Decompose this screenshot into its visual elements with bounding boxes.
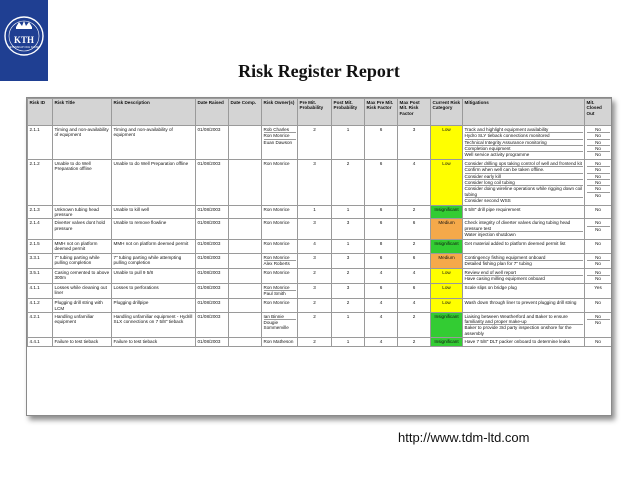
date-raised-cell: 01/08/2003 [196,253,229,268]
pre-mit-probability-cell: 3 [298,284,332,299]
risk-id-cell: 3.3.1 [28,253,53,268]
risk-owner: Ron Monrice [263,220,290,226]
table-row [28,312,612,337]
max-pre-risk-factor-cell: 4 [365,299,398,313]
risk-id-cell: 2.1.1 [28,126,53,160]
table-header-row [28,99,612,126]
risk-id-cell: 2.1.2 [28,160,53,206]
date-raised-cell: 01/08/2003 [196,268,229,283]
mitigation-item: Scale slips on bridge plug [464,285,517,291]
date-comp-cell [229,219,262,240]
mitigation-item: Review end of well report [465,270,583,276]
risk-owner: Rob Charles [264,127,296,133]
risk-owner: Ron Monrice [264,255,296,261]
closed-out-value: No [595,240,601,246]
max-post-risk-factor-cell: 6 [398,253,431,268]
risk-description-cell: Handling unfamiliar equipment - Hydrill SLX connections on 7 5/8" tieback [112,312,196,337]
post-mit-probability-cell: 1 [332,239,365,253]
max-pre-risk-factor-cell: 4 [365,312,398,337]
max-pre-risk-factor-cell: 4 [365,338,398,347]
pre-mit-probability-cell: 4 [298,239,332,253]
closed-out-value: No [595,260,601,266]
risk-owner: Euan Dawson [263,139,293,145]
table-row [28,253,612,268]
date-comp-cell [229,338,262,347]
table-row [28,126,612,160]
risk-id-cell: 2.1.4 [28,219,53,240]
pre-mit-probability-cell: 1 [298,205,332,219]
risk-title-cell: Losses while cleaning out liner [53,284,112,299]
risk-description-cell: Unable to kill well [112,205,196,219]
mitigation-item: Detailed fishing plan for 7" tubing [464,260,532,266]
mitigation-item: 6 5/8" drill pipe requirement [464,206,521,212]
risk-title-cell: Handling unfamiliar equipment [53,312,112,337]
closed-out-value: No [595,320,601,326]
pre-mit-probability-cell: 3 [298,219,332,240]
closed-out-value: No [595,152,601,158]
closed-out-value: No [587,133,610,139]
table-row [28,299,612,313]
max-pre-risk-factor-cell: 6 [365,219,398,240]
max-pre-risk-factor-cell: 8 [365,239,398,253]
max-pre-risk-factor-cell: 6 [365,126,398,160]
closed-out-value: No [587,140,610,146]
header-cell: Post Mit. Probability [332,99,365,126]
risk-owners-cell [262,299,298,313]
date-comp-cell [229,239,262,253]
post-mit-probability-cell: 3 [332,219,365,240]
risk-owner: Ron Monrice [264,133,296,139]
mit-closed-out-cell [585,312,612,337]
risk-id-cell: 4.1.1 [28,284,53,299]
max-post-risk-factor-cell: 4 [398,160,431,206]
risk-title-cell: Failure to test tieback [53,338,112,347]
risk-title-cell: Timing and non-availability of equipment [53,126,112,160]
risk-category-cell: Low [431,160,463,206]
mitigation-item: Wash down through liner to prevent plugging drill string [464,300,577,306]
max-post-risk-factor-cell: 2 [398,312,431,337]
closed-out-value: No [595,300,601,306]
date-comp-cell [229,160,262,206]
mit-closed-out-cell [585,205,612,219]
mitigations-cell [463,299,585,313]
mit-closed-out-cell [585,284,612,299]
max-post-risk-factor-cell: 4 [398,268,431,283]
table-row [28,239,612,253]
risk-title-cell: 7" tubing parting while pulling completion [53,253,112,268]
closed-out-value: No [595,226,601,232]
header-cell: Current Risk Category [431,99,463,126]
header-cell: Pre Mit. Probability [298,99,332,126]
date-comp-cell [229,284,262,299]
mit-closed-out-cell [585,126,612,160]
mitigation-item: Consider doing wireline operations while rigging down coil tubing [464,186,583,197]
mit-closed-out-cell [585,299,612,313]
max-post-risk-factor-cell: 2 [398,338,431,347]
risk-title-cell: MMH not on platform deemed permit [53,239,112,253]
mitigation-item: Confirm when well can be taken offline. [465,167,583,173]
date-comp-cell [229,299,262,313]
max-pre-risk-factor-cell: 6 [365,253,398,268]
risk-id-cell: 4.4.1 [28,338,53,347]
mitigation-item: Track and highlight equipment availability [465,127,583,133]
post-mit-probability-cell: 1 [332,338,365,347]
risk-description-cell: MMH not on platform deemed permit [112,239,196,253]
page-title: Risk Register Report [238,61,400,81]
header-cell: Risk Owner(s) [262,99,298,126]
mit-closed-out-cell [585,160,612,206]
pre-mit-probability-cell: 2 [298,268,332,283]
closed-out-value: No [587,161,610,167]
mitigation-item: Consider early kill [465,174,583,180]
mitigations-cell [463,268,585,283]
mitigation-item: Check integrity of diverter valves during tubing head pressure test [465,220,583,232]
risk-owner: Ron Monrice [264,285,296,291]
risk-description-cell: Unable to remove flowline [112,219,196,240]
date-raised-cell: 01/08/2003 [196,219,229,240]
mitigation-item: Have 7 5/8" DLT packer onboard to determine leaks [464,339,570,345]
risk-category-cell: Low [431,284,463,299]
risk-description-cell: Losses to perforations [112,284,196,299]
closed-out-value: No [587,270,610,276]
closed-out-value: Yes [594,285,602,291]
risk-category-cell: Insignificant [431,338,463,347]
post-mit-probability-cell: 3 [332,253,365,268]
risk-owner: Ron Monrice [263,300,290,306]
closed-out-value: No [587,220,610,226]
source-url: http://www.tdm-ltd.com [398,430,530,445]
mitigations-cell [463,338,585,347]
closed-out-value: No [587,167,610,173]
post-mit-probability-cell: 1 [332,205,365,219]
table-row [28,219,612,240]
pre-mit-probability-cell: 3 [298,160,332,206]
date-raised-cell: 01/08/2003 [196,126,229,160]
table-body [28,126,612,347]
closed-out-value: No [587,174,610,180]
logo-subtext: VETENSKAP OCH KONST [8,46,40,49]
post-mit-probability-cell: 1 [332,126,365,160]
closed-out-value: No [587,127,610,133]
mitigations-cell [463,219,585,240]
risk-register-sheet [26,97,612,416]
risk-register-table [27,98,612,347]
max-post-risk-factor-cell: 6 [398,284,431,299]
risk-id-cell: 4.1.2 [28,299,53,313]
mit-closed-out-cell [585,268,612,283]
max-pre-risk-factor-cell: 4 [365,268,398,283]
mitigations-cell [463,284,585,299]
max-post-risk-factor-cell: 2 [398,205,431,219]
date-raised-cell: 01/08/2003 [196,312,229,337]
closed-out-value: No [587,186,610,192]
closed-out-value: No [587,314,610,320]
closed-out-value: No [595,206,601,212]
risk-owner: Dougie Sommerville [263,320,289,331]
risk-owner: Ron Matheson [263,339,294,345]
risk-owners-cell [262,338,298,347]
table-row [28,160,612,206]
risk-description-cell: 7" tubing parting while attempting pulling completion [112,253,196,268]
max-post-risk-factor-cell: 2 [398,239,431,253]
risk-owner: Ian Binnie [264,314,296,320]
mitigation-item: Well service activity programme [464,152,530,158]
risk-owners-cell [262,268,298,283]
risk-description-cell: Unable to pull 9 5/8 [112,268,196,283]
table-row [28,268,612,283]
pre-mit-probability-cell: 3 [298,253,332,268]
mitigations-cell [463,205,585,219]
mitigation-item: Baker to provide 3rd party inspection onshore for the assembly [464,325,572,336]
risk-description-cell: Plugging drillpipe [112,299,196,313]
closed-out-value: No [587,255,610,261]
risk-title-cell: Diverter valves dont hold pressure [53,219,112,240]
mitigations-cell [463,253,585,268]
post-mit-probability-cell: 1 [332,312,365,337]
date-comp-cell [229,268,262,283]
risk-owners-cell [262,126,298,160]
post-mit-probability-cell: 3 [332,284,365,299]
date-raised-cell: 01/08/2003 [196,284,229,299]
risk-owners-cell [262,253,298,268]
risk-description-cell: Failure to test tieback [112,338,196,347]
header-cell: Max Pre Mit. Risk Factor [365,99,398,126]
date-raised-cell: 01/08/2003 [196,239,229,253]
max-post-risk-factor-cell: 6 [398,219,431,240]
header-cell: Max Post Mit. Risk Factor [398,99,431,126]
mitigation-item: Technical Integrity Assurance monitoring [465,140,583,146]
mit-closed-out-cell [585,253,612,268]
risk-id-cell: 3.5.1 [28,268,53,283]
date-comp-cell [229,205,262,219]
mitigation-item: Get material added to platform deemed permit list [464,240,566,246]
date-comp-cell [229,312,262,337]
header-cell: Date Raised [196,99,229,126]
mitigation-item: Consider long coil tubing [465,180,583,186]
closed-out-value: No [587,180,610,186]
date-raised-cell: 01/08/2003 [196,299,229,313]
mitigation-item: Consider second WSS [464,197,511,203]
risk-owners-cell [262,219,298,240]
table-row [28,284,612,299]
risk-owner: Paul Smith [263,291,286,297]
mitigation-item: Contingency fishing equipment onboard [465,255,583,261]
risk-description-cell: Timing and non-availability of equipment [112,126,196,160]
logo-text: KTH [13,35,35,45]
table-row [28,338,612,347]
risk-title-cell: Unknown tubing head pressure [53,205,112,219]
mit-closed-out-cell [585,239,612,253]
date-comp-cell [229,126,262,160]
mitigations-cell [463,239,585,253]
pre-mit-probability-cell: 2 [298,312,332,337]
closed-out-value: No [595,339,601,345]
mitigations-cell [463,160,585,206]
risk-owners-cell [262,284,298,299]
header-cell: Risk Title [53,99,112,126]
risk-category-cell: Medium [431,219,463,240]
mit-closed-out-cell [585,338,612,347]
risk-owners-cell [262,312,298,337]
mitigations-cell [463,312,585,337]
max-post-risk-factor-cell: 4 [398,299,431,313]
risk-title-cell: Casing cemented to above 300m [53,268,112,283]
header-cell: Date Comp. [229,99,262,126]
header-cell: Risk Description [112,99,196,126]
post-mit-probability-cell: 2 [332,299,365,313]
risk-owner: Alex Roberts [263,260,290,266]
date-raised-cell: 01/08/2003 [196,338,229,347]
post-mit-probability-cell: 2 [332,160,365,206]
max-pre-risk-factor-cell: 6 [365,160,398,206]
mitigation-item: Water injection shutdown [464,231,516,237]
pre-mit-probability-cell: 2 [298,338,332,347]
closed-out-value: No [595,192,601,198]
mitigation-item: Have casing milling equipment onboard [464,276,545,282]
header-cell: Mit. Closed Out [585,99,612,126]
date-raised-cell: 01/08/2003 [196,205,229,219]
post-mit-probability-cell: 2 [332,268,365,283]
mitigation-item: Completion equipment [465,146,583,152]
risk-category-cell: Low [431,126,463,160]
closed-out-value: No [595,276,601,282]
risk-owner: Ron Monrice [263,206,290,212]
risk-category-cell: Low [431,268,463,283]
risk-description-cell: Unable to do Well Preparation offline [112,160,196,206]
mitigation-item: Liaising between Weatherford and Baker to ensure familiarity and proper make-up [465,314,583,326]
risk-id-cell: 4.2.1 [28,312,53,337]
risk-owner: Ron Monrice [263,269,290,275]
risk-owner: Ron Monrice [263,240,290,246]
pre-mit-probability-cell: 2 [298,299,332,313]
max-post-risk-factor-cell: 3 [398,126,431,160]
date-comp-cell [229,253,262,268]
table-row [28,205,612,219]
risk-owners-cell [262,205,298,219]
risk-category-cell: Low [431,299,463,313]
pre-mit-probability-cell: 2 [298,126,332,160]
risk-category-cell: Medium [431,253,463,268]
header-cell: Risk ID [28,99,53,126]
mit-closed-out-cell [585,219,612,240]
risk-title-cell: Unable to do Well Preparation offline [53,160,112,206]
risk-id-cell: 2.1.5 [28,239,53,253]
mitigation-item: Hydro SLY tieback connections monitored [465,133,583,139]
header-cell: Mitigations [463,99,585,126]
risk-category-cell: Insignificant [431,205,463,219]
max-pre-risk-factor-cell: 6 [365,205,398,219]
mitigation-item: Consider drilling ops taking control of well and frontend kit [464,161,582,167]
risk-title-cell: Plugging drill string with LCM [53,299,112,313]
risk-owner: Ron Monrice [263,161,290,167]
risk-category-cell: Insignificant [431,312,463,337]
mitigations-cell [463,126,585,160]
max-pre-risk-factor-cell: 6 [365,284,398,299]
date-raised-cell: 01/08/2003 [196,160,229,206]
closed-out-value: No [587,146,610,152]
risk-owners-cell [262,239,298,253]
risk-category-cell: Insignificant [431,239,463,253]
risk-id-cell: 2.1.3 [28,205,53,219]
risk-owners-cell [262,160,298,206]
